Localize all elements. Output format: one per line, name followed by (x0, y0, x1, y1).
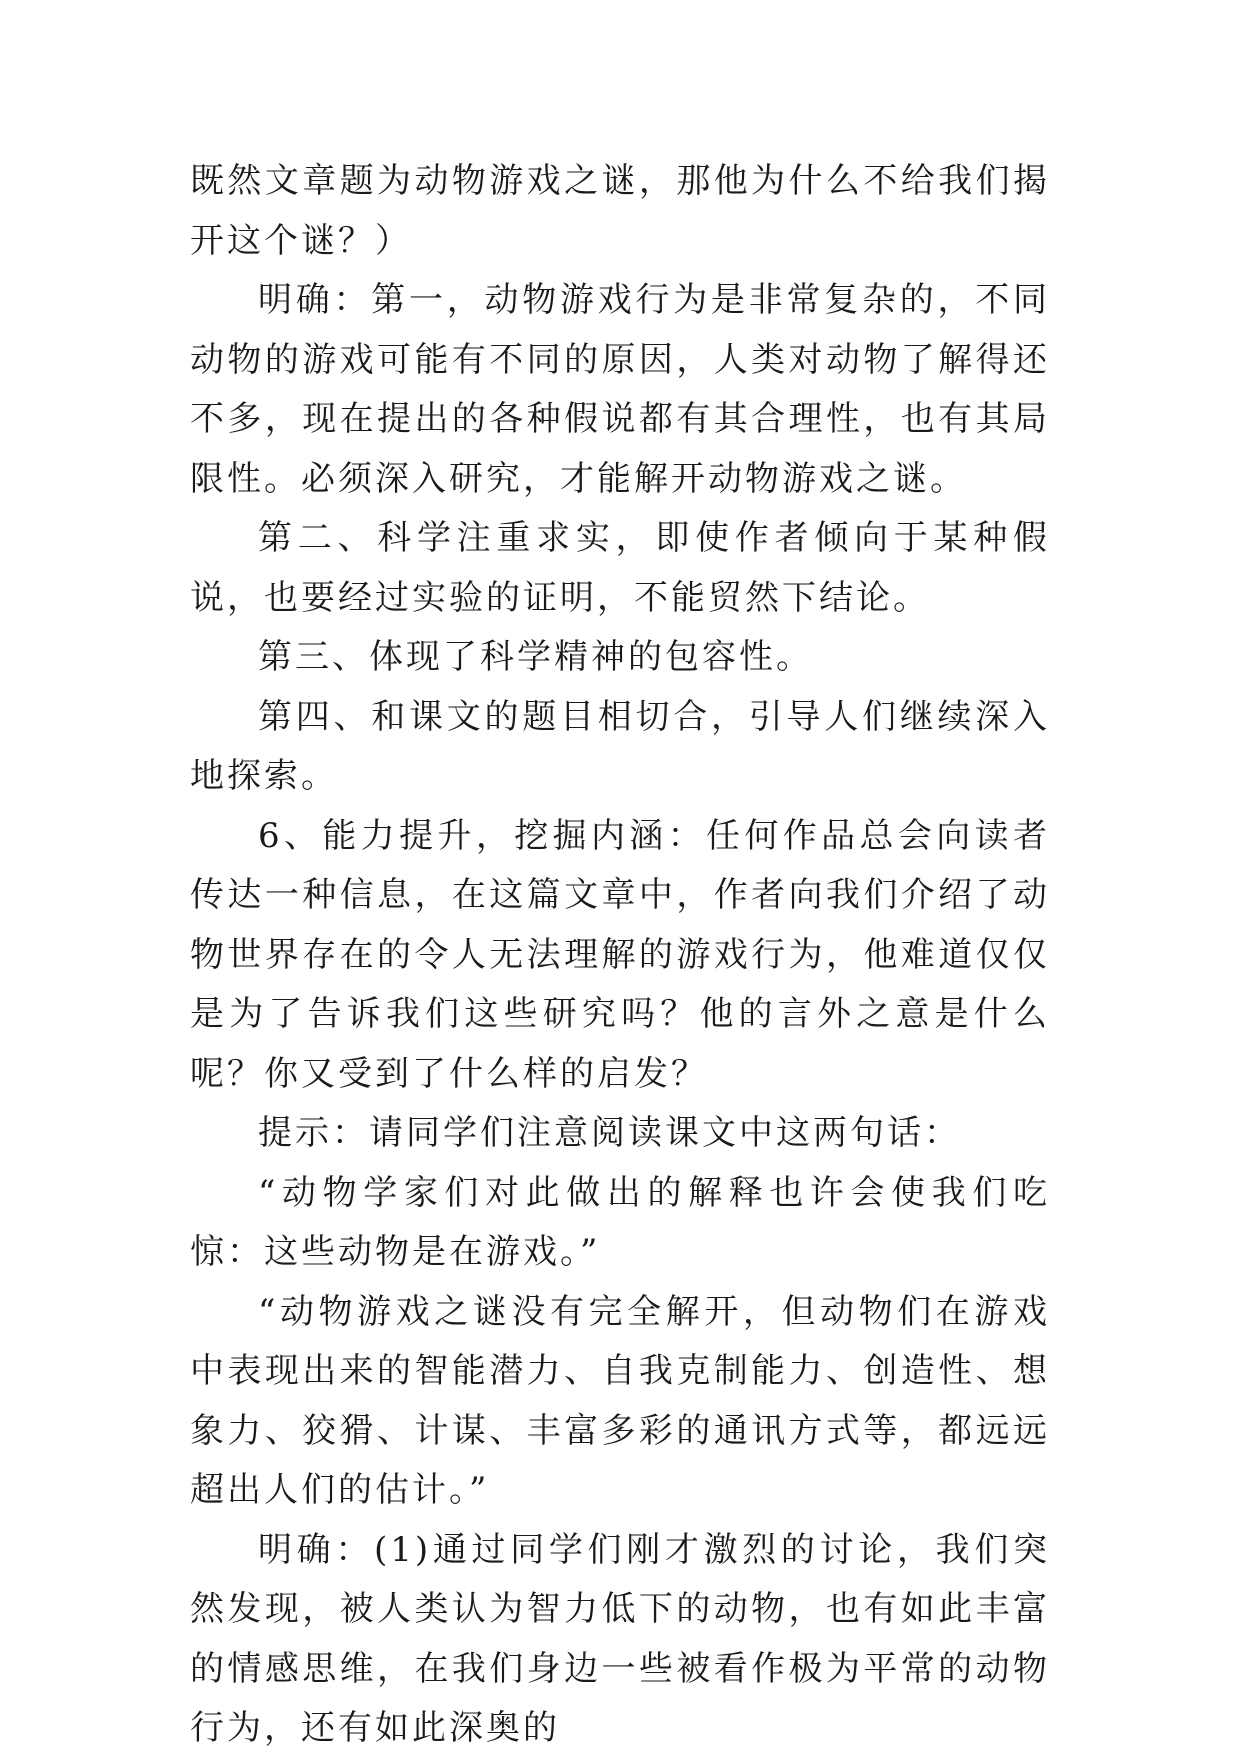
paragraph-9: “动物游戏之谜没有完全解开，但动物们在游戏中表现出来的智能潜力、自我克制能力、创造性、想象力、狡猾、计谋、丰富多彩的通讯方式等，都远远超出人们的估计。” (190, 1291, 1050, 1510)
paragraph-5: 第四、和课文的题目相切合，引导人们继续深入地探索。 (190, 696, 1050, 796)
paragraph-8: “动物学家们对此做出的解释也许会使我们吃惊：这些动物是在游戏。” (190, 1172, 1050, 1272)
paragraph-10: 明确：(1)通过同学们刚才激烈的讨论，我们突然发现，被人类认为智力低下的动物，也有如此丰富的情感思维，在我们身边一些被看作极为平常的动物行为，还有如此深奥的 (190, 1529, 1050, 1748)
paragraph-1: 既然文章题为动物游戏之谜，那他为什么不给我们揭开这个谜？） (190, 161, 1050, 261)
document-page (190, 152, 1050, 1759)
paragraph-7: 提示：请同学们注意阅读课文中这两句话： (258, 1113, 961, 1153)
paragraph-3: 第二、科学注重求实，即使作者倾向于某种假说，也要经过实验的证明，不能贸然下结论。 (190, 518, 1050, 618)
paragraph-4: 第三、体现了科学精神的包容性。 (258, 637, 813, 677)
paragraph-2: 明确：第一，动物游戏行为是非常复杂的，不同动物的游戏可能有不同的原因，人类对动物了解得还不多，现在提出的各种假说都有其合理性，也有其局限性。必须深入研究，才能解开动物游戏之谜。 (190, 280, 1050, 499)
paragraph-6: 6、能力提升，挖掘内涵：任何作品总会向读者传达一种信息，在这篇文章中，作者向我们介绍了动物世界存在的令人无法理解的游戏行为，他难道仅仅是为了告诉我们这些研究吗？他的言外之意是什么呢？你又受到了什么样的启发？ (190, 815, 1050, 1094)
